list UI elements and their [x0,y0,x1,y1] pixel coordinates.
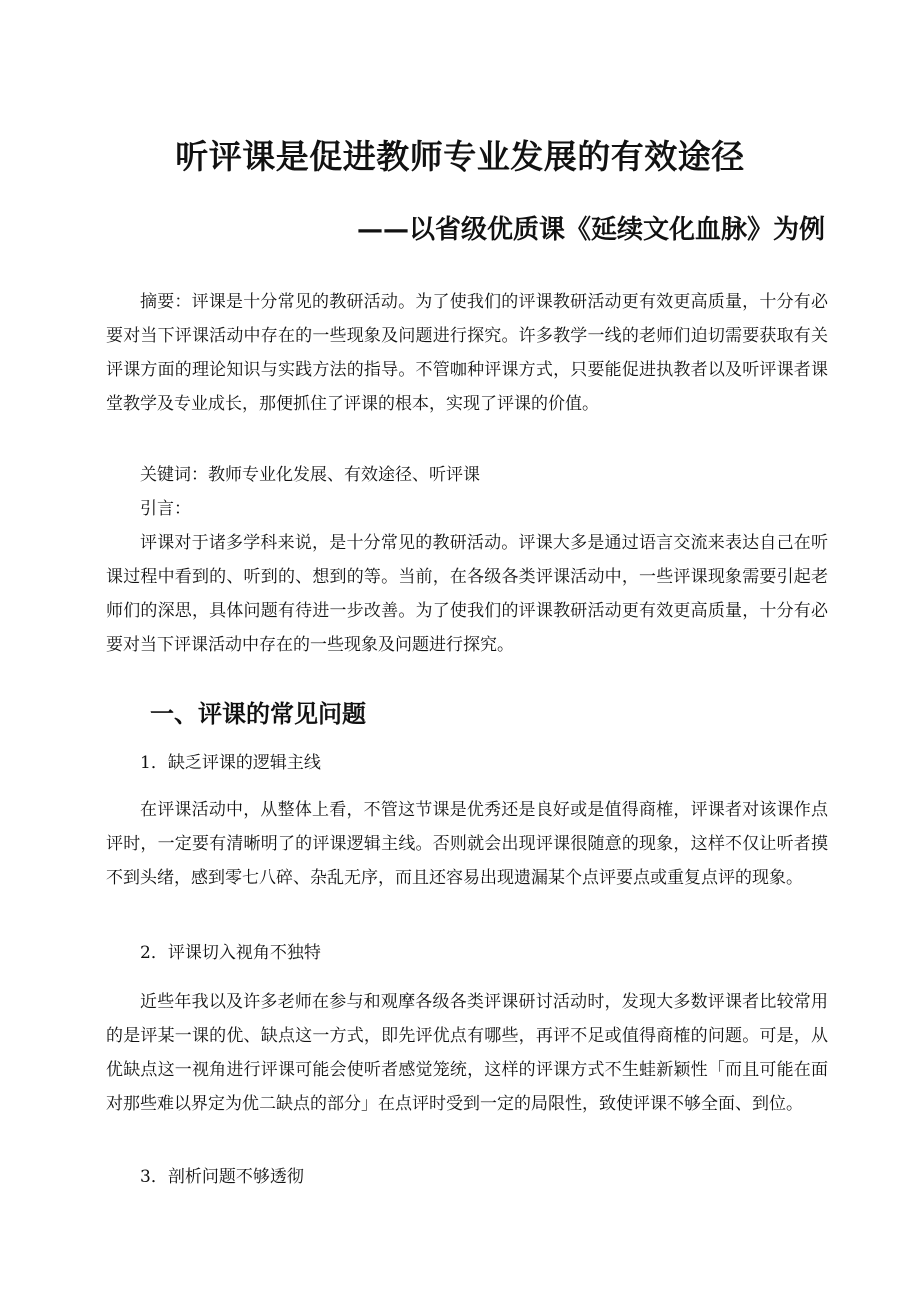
abstract-paragraph: 摘要：评课是十分常见的教研活动。为了使我们的评课教研活动更有效更高质量，十分有必要对当下评课活动中存在的一些现象及问题进行探究。许多教学一线的老师们迫切需要获取有关评课方面的理论知识与实践方法的指导。不管咖种评课方式，只要能促进执教者以及听评课者课堂教学及专业成长，那便抓住了评课的根本，实现了评课的价值。 [106,292,828,414]
keywords-paragraph: 关键词：教师专业化发展、有效途径、听评课 [140,465,480,485]
subsection-paragraph-2: 近些年我以及许多老师在参与和观摩各级各类评课研讨活动时，发现大多数评课者比较常用的是评某一课的优、缺点这一方式，即先评优点有哪些，再评不足或值得商榷的问题。可是，从优缺点这一视角进行评课可能会使听者感觉笼统，这样的评课方式不生蛙新颖性「而且可能在面对那些难以界定为优二缺点的部分」在点评时受到一定的局限性，致使评课不够全面、到位。 [106,992,828,1114]
subsection-heading-3: 3．剖析问题不够透彻 [140,1167,304,1187]
subsection-heading-2: 2．评课切入视角不独特 [140,943,321,963]
document-title: 听评课是促进教师专业发展的有效途径 [175,137,745,176]
intro-label: 引言： [140,499,191,519]
intro-paragraph: 评课对于诸多学科来说，是十分常见的教研活动。评课大多是通过语言交流来表达自己在听课过程中看到的、听到的、想到的等。当前，在各级各类评课活动中，一些评课现象需要引起老师们的深思，具体问题有待进一步改善。为了使我们的评课教研活动更有效更高质量，十分有必要对当下评课活动中存在的一些现象及问题进行探究。 [106,533,828,655]
subsection-heading-1: 1．缺乏评课的逻辑主线 [140,753,321,773]
document-subtitle: ——以省级优质课《延续文化血脉》为例 [356,215,825,245]
subsection-paragraph-1: 在评课活动中，从整体上看，不管这节课是优秀还是良好或是值得商榷，评课者对该课作点评时，一定要有清晰明了的评课逻辑主线。否则就会出现评课很随意的现象，这样不仅让听者摸不到头绪，感到零七八碎、杂乱无序，而且还容易出现遗漏某个点评要点或重复点评的现象。 [106,800,828,888]
section-heading-common-problems: 一、评课的常见问题 [150,700,366,728]
